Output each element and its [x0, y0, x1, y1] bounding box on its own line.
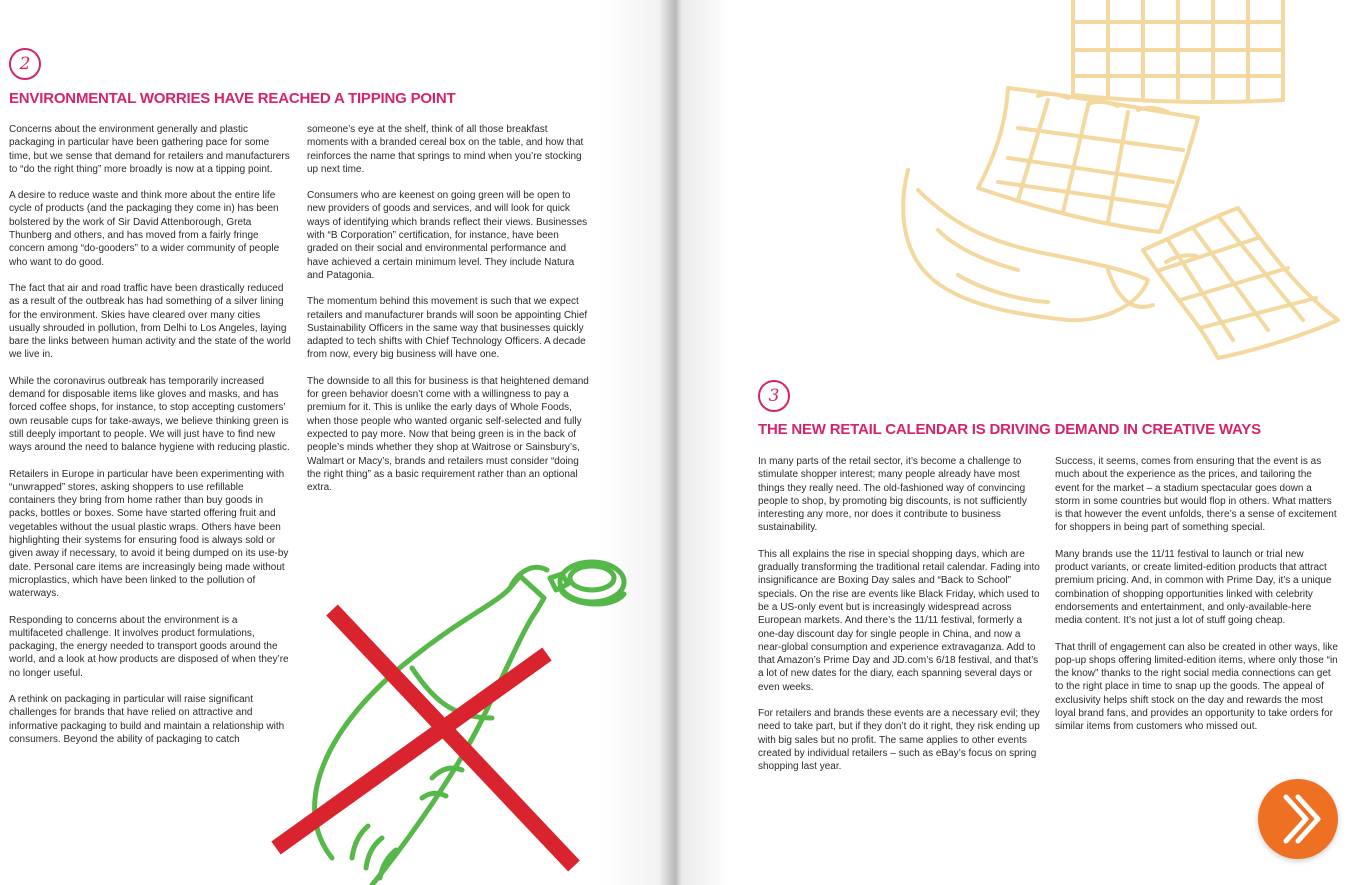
- paragraph: A rethink on packaging in particular will raise significant challenges for brands that have relied on attractive and informative packaging to build and maintain a relationship with consumers. Beyond the ability of packaging to catch: [9, 693, 285, 745]
- paragraph: In many parts of the retail sector, it’s become a challenge to stimulate shopper interest; many people already have most things they really need. The old-fashioned way of convincing people to shop, by promoting big discounts, is not sufficiently interesting any more, nor does it contribute to business sustainability.: [758, 456, 1027, 534]
- calendars-illustration: [898, 0, 1342, 360]
- paragraph: Success, it seems, comes from ensuring that the event is as much about the experience as the prices, and tailoring the event for the market – a stadium spectacular goes down a storm in some countries but would flop in others. What matters is that however the event unfolds, there’s a sense of excitement for shoppers in being part of something special.: [1055, 456, 1337, 534]
- paragraph: This all explains the rise in special shopping days, which are gradually transforming the traditional retail calendar. Fading into insignificance are Boxing Day sales and “Back to School” specials. On the rise are events like Black Friday, which used to be a US-only event but is increasingly widespread across European markets. And there’s the 11/11 festival, formerly a one-day discount day for single people in China, and now a near-global consumption and experience extravaganza. Add to that Amazon’s Prime Day and JD.com’s 6/18 festival, and that’s a lot of new dates for the diary, each spanning several days or even weeks.: [758, 548, 1040, 693]
- calendar-top-icon: [1073, 0, 1283, 102]
- right-column-1: [758, 455, 1040, 774]
- paragraph: someone’s eye at the shelf, think of all those breakfast moments with a branded cereal box on the table, and how that reinforces the name that springs to mind when you’re stocking up next time.: [307, 124, 584, 175]
- paragraph: While the coronavirus outbreak has temporarily increased demand for disposable items like gloves and masks, and has forced coffee shops, for instance, to stop accepting customers’ own reusable cups for take-aways, we believe thinking green is still deeply important to people. We will just have to find new ways around the need to balance hygiene with reducing plastic.: [9, 375, 290, 454]
- paragraph: A desire to reduce waste and think more about the entire life cycle of products (and the packaging they come in) has been bolstered by the work of Sir David Attenborough, Greta Thunberg and others, and has moved from a fairly fringe concern among “do-gooders” to a wider community of people who want to do good.: [9, 190, 280, 268]
- left-column-1: [9, 123, 291, 746]
- right-page: [676, 0, 1361, 885]
- paragraph: Consumers who are keenest on going green will be open to new providers of goods and services, and will look for quick ways of identifying which brands reflect their views. Businesses with “B Corporation” certification, for instance, have been graded on their social and environmental performance and have achieved a certain minimum level. They include Natura and Patagonia.: [307, 190, 588, 281]
- section-number-2: 2: [9, 48, 41, 80]
- paragraph: The fact that air and road traffic have been drastically reduced as a result of the outbreak has had something of a silver lining for the environment. Skies have cleared over many cities usually shrouded in pollution, from Delhi to Los Angeles, laying bare the links between human activity and the state of the world we live in.: [9, 282, 291, 361]
- paragraph: Concerns about the environment generally and plastic packaging in particular have been gathering pace for some time, but we sense that demand for retailers and manufacturers to “do the right thing” more broadly is now at a tipping point.: [9, 124, 290, 175]
- paragraph: The momentum behind this movement is such that we expect retailers and manufacturer brands will soon be appointing Chief Sustainability Officers in the same way that businesses quickly adapted to tech shifts with Chief Technology Officers. A decade from now, every big business will have one.: [307, 296, 588, 361]
- paragraph: Retailers in Europe in particular have been experimenting with “unwrapped” stores, asking shoppers to use refillable containers they bring from home rather than buy goods in packs, bottles or boxes. Some have started offering fruit and vegetables without the usual plastic wraps. Others have been highlighting their systems for ensuring food is always sold or given away if necessary, to avoid it being dumped on its use-by date. Personal care items are increasingly being made without microplastics, which have been linked to the pollution of waterways.: [9, 468, 289, 600]
- section-heading-retail-calendar: THE NEW RETAIL CALENDAR IS DRIVING DEMAND IN CREATIVE WAYS: [758, 421, 1261, 438]
- paragraph: Responding to concerns about the environment is a multifaceted challenge. It involves product formulations, packaging, the energy needed to transport goods around the world, and a look at how products are disposed of when they’re no longer useful.: [9, 614, 289, 679]
- section-number-3: 3: [758, 380, 790, 412]
- section-heading-environmental: ENVIRONMENTAL WORRIES HAVE REACHED A TIPPING POINT: [9, 90, 456, 107]
- plastic-bottle-icon: [315, 562, 624, 885]
- left-column-2: [307, 123, 589, 507]
- paragraph: That thrill of engagement can also be created in other ways, like pop-up shops offering limited-edition items, where only those “in the know” thanks to the right social media connections can get to the right place in time to snap up the goods. The appeal of exclusivity helps shift stock on the day and rewards the most loyal brand fans, and provides an opportunity to take orders for similar items from customers who missed out.: [1055, 641, 1338, 733]
- calendar-bottom-icon: [1143, 208, 1338, 358]
- chevron-right-icon: [1258, 779, 1338, 859]
- paragraph: For retailers and brands these events are a necessary evil; they need to take part, but if they don’t do it right, they risk ending up with big sales but no profit. The same applies to other events created by individual retailers – such as eBay’s focus on spring shopping last year.: [758, 708, 1040, 773]
- left-page: [0, 0, 676, 885]
- paragraph: Many brands use the 11/11 festival to launch or trial new product variants, or create limited-edition products that attract premium pricing. And, in common with Prime Day, it’s a unique combination of shopping opportunities linked with celebrity endorsements and entertainment, and only-available-here media content. It’s not just a lot of stuff going cheap.: [1055, 548, 1332, 627]
- next-page-button[interactable]: [1258, 779, 1338, 859]
- calendar-curled-icon: [903, 170, 1153, 320]
- crossed-out-bottle-illustration: [262, 548, 632, 885]
- calendar-middle-icon: [978, 88, 1198, 232]
- paragraph: The downside to all this for business is that heightened demand for green behavior doesn’t come with a willingness to pay a premium for it. This is unlike the early days of Whole Foods, when those people who wanted organic self-selected and fully expected to pay more. Now that being green is in the back of people’s minds whether they shop at Waitrose or Sainsbury’s, Walmart or Macy’s, brands and retailers must consider “doing the right thing” as a basic requirement rather than an optional extra.: [307, 375, 589, 494]
- right-column-2: [1055, 455, 1338, 734]
